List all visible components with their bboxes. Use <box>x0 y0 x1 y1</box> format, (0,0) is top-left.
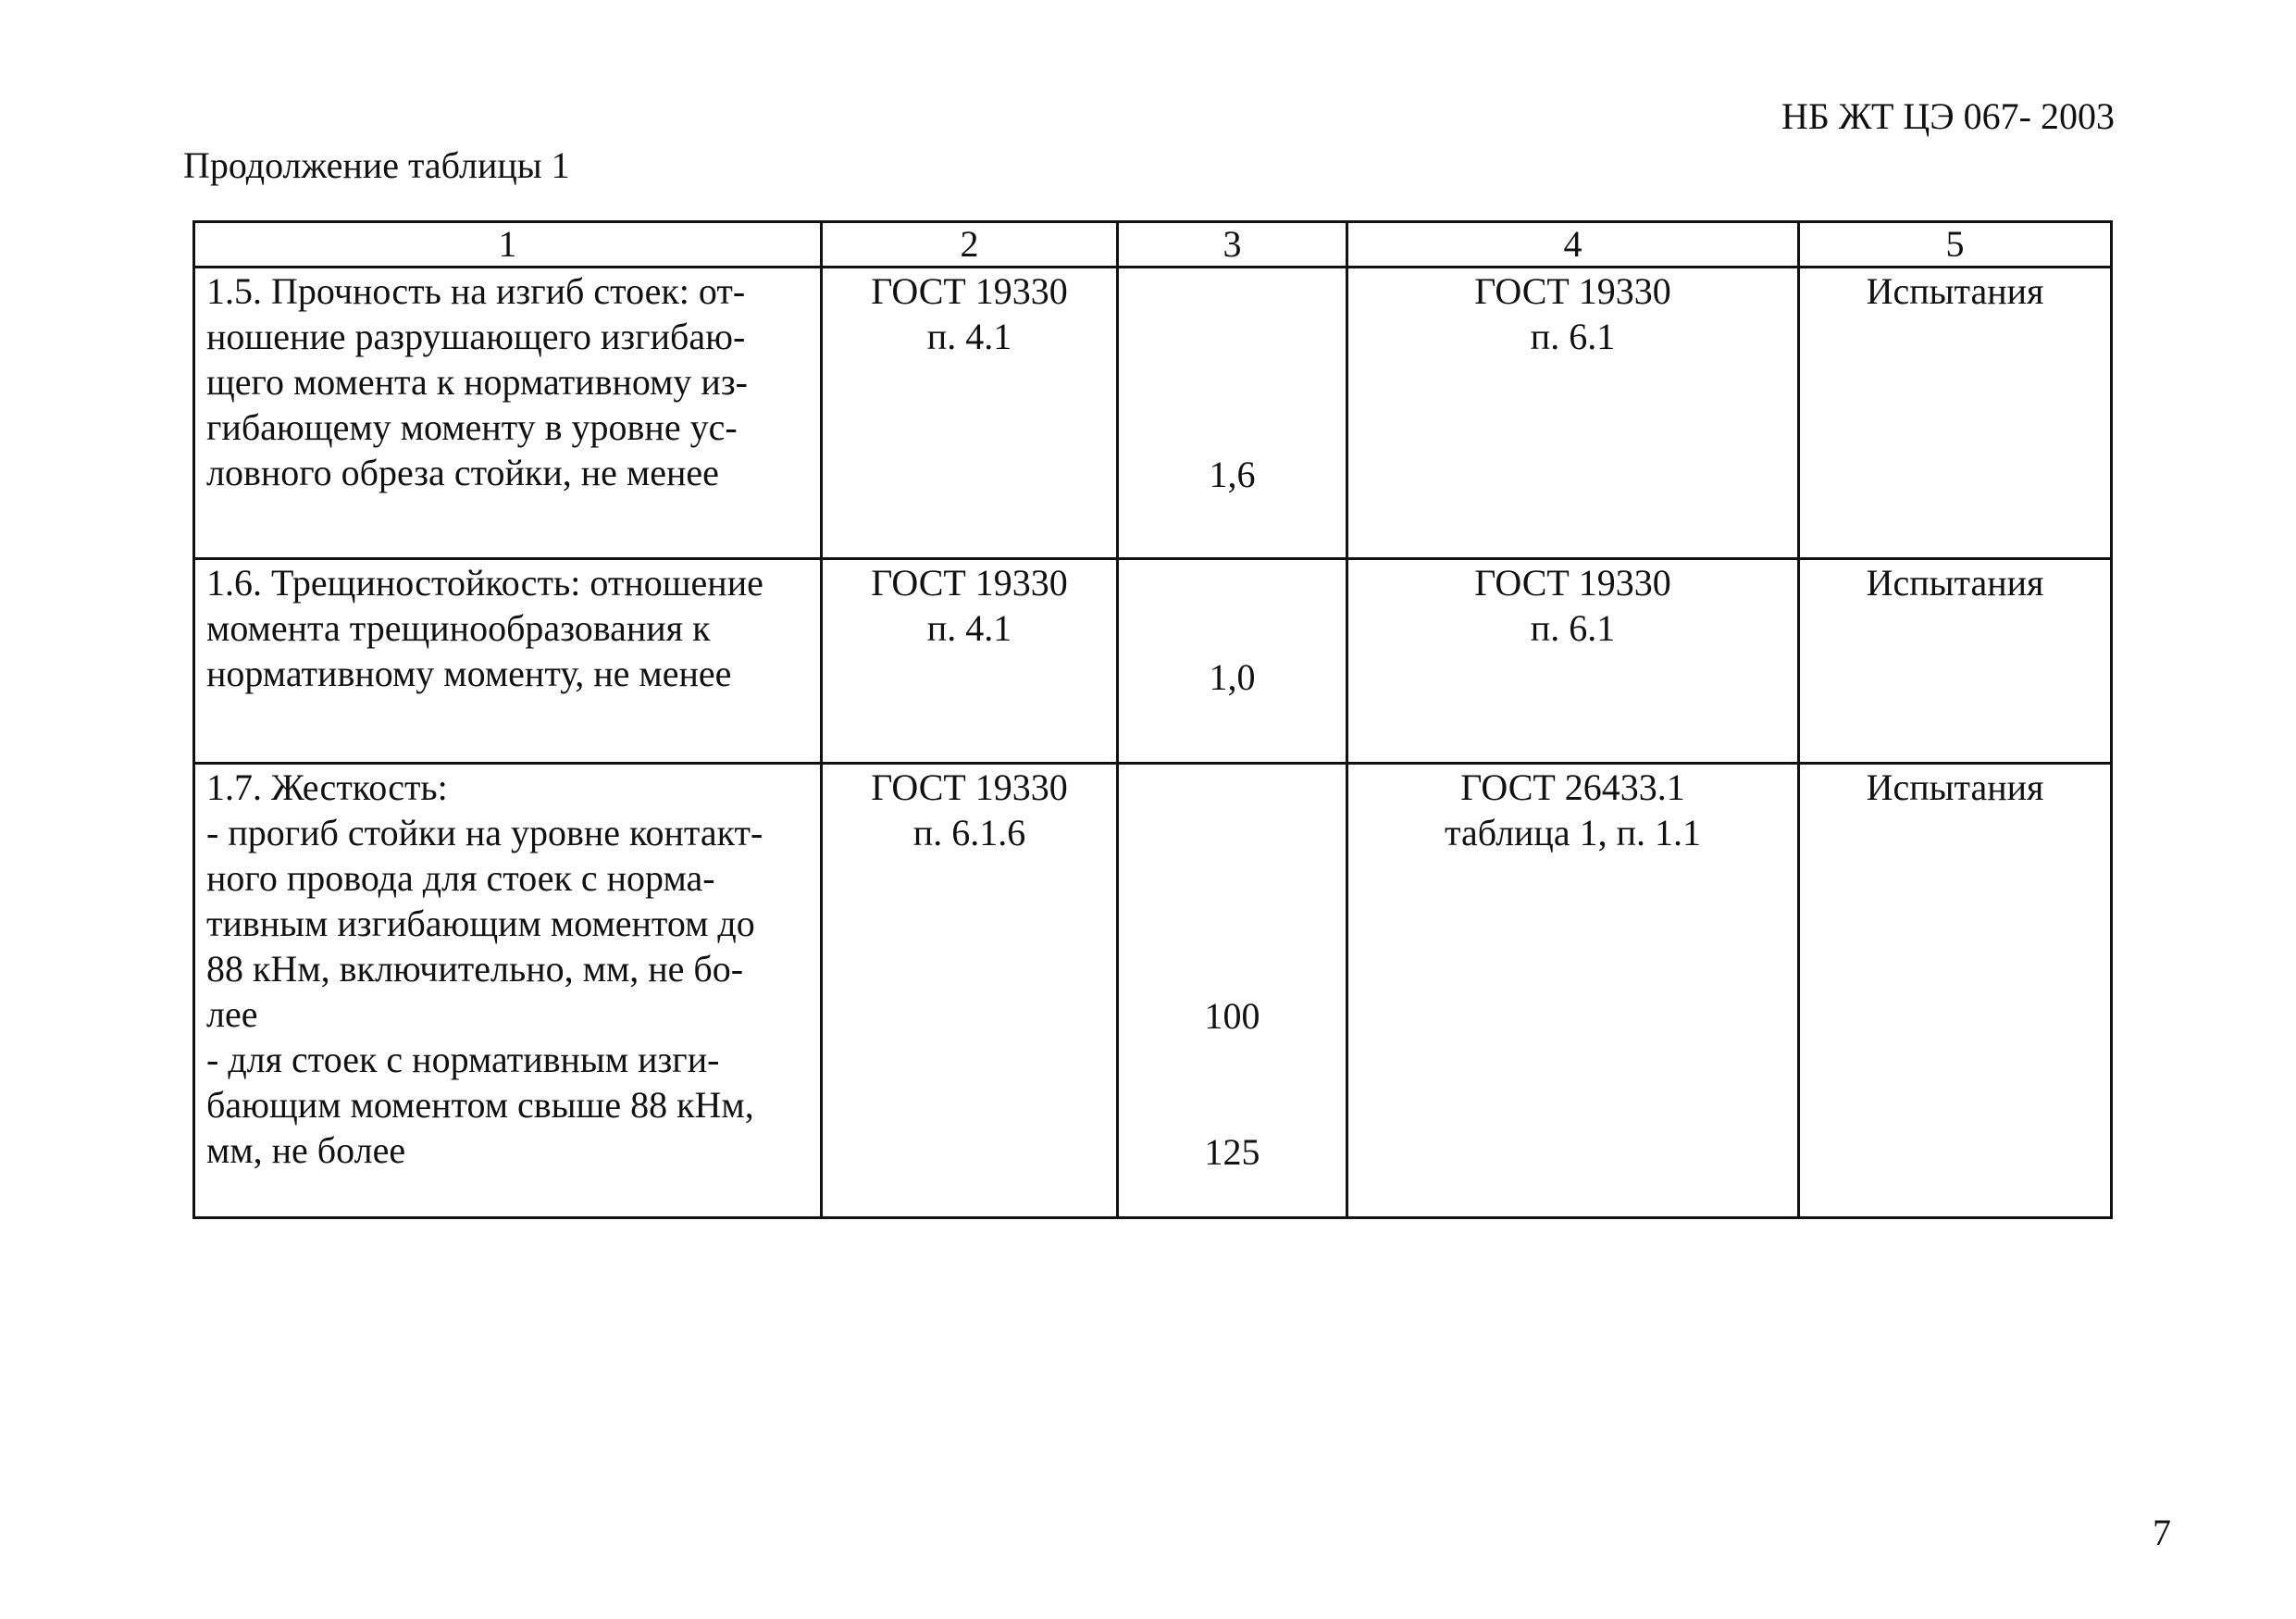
control-type-text: Испытания <box>1866 766 2044 808</box>
required-value <box>1118 559 1347 764</box>
norm-doc-line: ГОСТ 19330 <box>871 766 1068 808</box>
test-method <box>1347 764 1799 1218</box>
description-line: тивным изгибающим моментом до <box>206 903 755 944</box>
test-method <box>1347 268 1799 559</box>
normative-document <box>822 559 1118 764</box>
test-method-line: ГОСТ 26433.1 <box>1460 766 1685 808</box>
test-method-line: ГОСТ 19330 <box>1474 562 1671 604</box>
description-line: 1.5. Прочность на изгиб стоек: от- <box>206 270 746 312</box>
control-type <box>1799 268 2112 559</box>
description-line: бающим моментом свыше 88 кНм, <box>206 1084 754 1126</box>
required-value <box>1118 764 1347 1218</box>
norm-doc-line: ГОСТ 19330 <box>871 562 1068 604</box>
normative-document <box>822 268 1118 559</box>
required-value <box>1118 268 1347 559</box>
description-line: 1.6. Трещиностойкость: отношение <box>206 562 763 604</box>
table-row <box>194 764 2112 1218</box>
test-method-line: ГОСТ 19330 <box>1474 270 1671 312</box>
control-type <box>1799 764 2112 1218</box>
description-line: гибающему моменту в уровне ус- <box>206 406 738 448</box>
table-row <box>194 559 2112 764</box>
description-line: ношение разрушающего изгибаю- <box>206 316 746 357</box>
test-method-line: таблица 1, п. 1.1 <box>1444 812 1701 853</box>
description-line: момента трещинообразования к <box>206 607 711 649</box>
column-number-2: 2 <box>822 222 1118 268</box>
value-text: 1,0 <box>1209 656 1256 698</box>
norm-doc-line: п. 4.1 <box>926 607 1012 649</box>
table-header-row <box>194 222 2112 268</box>
requirement-description <box>194 559 822 764</box>
description-line: - прогиб стойки на уровне контакт- <box>206 812 763 853</box>
norm-doc-line: п. 4.1 <box>926 316 1012 357</box>
requirements-table <box>192 220 2113 1219</box>
description-line: ного провода для стоек с норма- <box>206 857 715 899</box>
description-line: ловного обреза стойки, не менее <box>206 452 719 493</box>
description-line: 88 кНм, включительно, мм, не бо- <box>206 948 744 990</box>
test-method-line: п. 6.1 <box>1530 607 1616 649</box>
column-number-5: 5 <box>1799 222 2112 268</box>
column-number-1: 1 <box>194 222 822 268</box>
description-line: нормативному моменту, не менее <box>206 653 732 694</box>
description-line: лее <box>206 993 258 1035</box>
test-method-line: п. 6.1 <box>1530 316 1616 357</box>
control-type-text: Испытания <box>1866 270 2044 312</box>
value-text: 1,6 <box>1209 454 1256 495</box>
control-type-text: Испытания <box>1866 562 2044 604</box>
norm-doc-line: ГОСТ 19330 <box>871 270 1068 312</box>
value-text: 100 <box>1204 995 1260 1037</box>
table-continuation-caption: Продолжение таблицы 1 <box>183 144 570 186</box>
requirement-description <box>194 268 822 559</box>
column-number-3: 3 <box>1118 222 1347 268</box>
table-row <box>194 268 2112 559</box>
norm-doc-line: п. 6.1.6 <box>912 812 1026 853</box>
value-text: 125 <box>1204 1131 1260 1173</box>
description-line: щего момента к нормативному из- <box>206 361 748 403</box>
column-number-4: 4 <box>1347 222 1799 268</box>
page-number: 7 <box>2153 1512 2171 1553</box>
document-code: НБ ЖТ ЦЭ 067- 2003 <box>1781 95 2115 137</box>
requirement-description <box>194 764 822 1218</box>
normative-document <box>822 764 1118 1218</box>
description-line: мм, не более <box>206 1129 406 1171</box>
control-type <box>1799 559 2112 764</box>
test-method <box>1347 559 1799 764</box>
description-line: 1.7. Жесткость: <box>206 766 448 808</box>
description-line: - для стоек с нормативным изги- <box>206 1039 720 1080</box>
